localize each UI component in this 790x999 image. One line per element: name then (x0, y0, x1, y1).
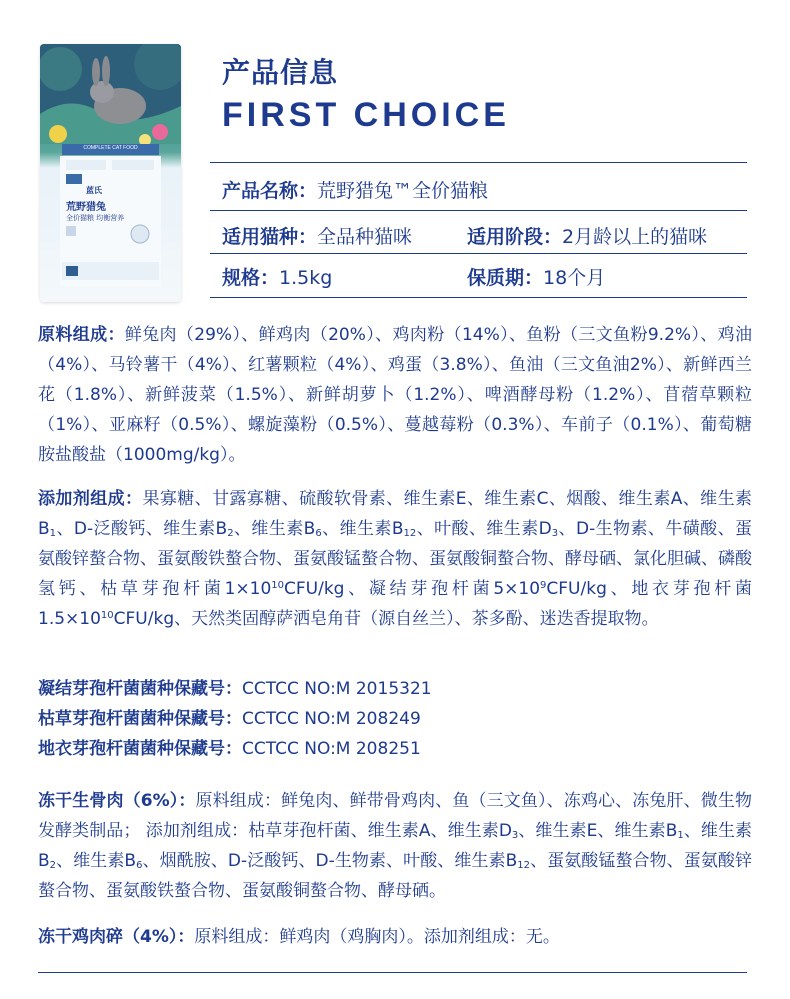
package-brand: 蓝氏 (86, 186, 102, 195)
info-value: 荒野猎兔™全价猫粮 (317, 180, 489, 202)
strain-value: CCTCC NO:M 2015321 (242, 679, 432, 699)
section-text: 、蛋氨酸锰螯合物、蛋氨酸锌螯合物、蛋氨酸铁螯合物、蛋氨酸铜螯合物、酵母硒。 (38, 851, 752, 901)
section-text: 、叶酸、维生素D (416, 519, 552, 539)
info-label: 产品名称： (222, 180, 318, 202)
info-value: 2月龄以上的猫咪 (562, 226, 708, 248)
subscript: 6 (315, 528, 322, 539)
superscript: 9 (540, 580, 547, 591)
info-breed (222, 222, 412, 249)
info-value: 1.5kg (279, 267, 333, 289)
section-text: 、D-泛酸钙、维生素B (56, 519, 228, 539)
info-product-name (222, 176, 488, 203)
package-illustration (40, 44, 181, 302)
freeze-dried-chicken-paragraph (38, 922, 752, 952)
page-title: 产品信息 (222, 56, 339, 89)
section-text: 原料组成：鲜鸡肉（鸡胸肉）。添加剂组成：无。 (194, 927, 560, 947)
package-product-name: 荒野猎兔 (66, 202, 106, 213)
section-text: 、D-生物素、牛磺酸、蛋氨酸锌螯合物、蛋氨酸铁螯合物、蛋氨酸锰螯合物、蛋氨酸铜螯合物、酵母硒、氯化胆碱、磷酸氢钙、枯草芽孢杆菌1×10 (38, 519, 753, 599)
subscript: 3 (511, 830, 519, 841)
section-text: CFU/kg、凝结芽孢杆菌5×10 (284, 579, 541, 599)
section-text: 、维生素E、维生素B (518, 821, 678, 841)
strain-label: 地衣芽孢杆菌菌种保藏号： (38, 739, 242, 759)
subscript: 12 (517, 860, 530, 871)
info-value: 18个月 (543, 267, 606, 289)
section-text: 鲜兔肉（29%）、鲜鸡肉（20%）、鸡肉粉（14%）、鱼粉（三文鱼粉9.2%）、鸡油（4%）、马铃薯干（4%）、红薯颗粒（4%）、鸡蛋（3.8%）、鱼油（三文鱼油2%）、新鲜西兰花（1.8%）、新鲜菠菜（1.5%）、新鲜胡萝卜（1.2%）、啤酒酵母粉（1.2%）、苜蓿草颗粒（1%）、亚麻籽（0.5%）、螺旋藻粉（0.5%）、蔓越莓粉（0.3%）、车前子（0.1%）、葡萄糖胺盐酸盐（1000mg/kg）。 (38, 325, 753, 465)
strain-value: CCTCC NO:M 208251 (242, 739, 421, 759)
subscript: 6 (136, 860, 143, 871)
info-stage (467, 222, 707, 249)
section-label: 冻干鸡肉碎（4%）： (38, 927, 195, 947)
subscript: 3 (551, 528, 559, 539)
section-text: 、维生素B (233, 519, 316, 539)
section-text: 、烟酰胺、D-泛酸钙、D-生物素、叶酸、维生素B (142, 851, 518, 871)
info-label: 保质期： (467, 267, 544, 289)
divider (210, 210, 747, 211)
superscript: 10 (271, 580, 285, 591)
package-label-top: COMPLETE CAT FOOD (83, 145, 138, 151)
ingredients-paragraph (38, 320, 752, 470)
subscript: 1 (49, 528, 57, 539)
section-text: CFU/kg、天然类固醇萨洒皂角苷（源自丝兰）、茶多酚、迷迭香提取物。 (113, 609, 659, 629)
info-label: 适用阶段： (467, 226, 563, 248)
section-text: 、维生素B (56, 851, 137, 871)
divider (210, 297, 747, 298)
section-label: 原料组成： (38, 325, 125, 345)
additives-paragraph (38, 484, 752, 634)
section-text: 果寡糖、甘露寡糖、硫酸软骨素、维生素E、维生素C、烟酸、维生素A、维生素B (38, 489, 752, 539)
divider (210, 162, 747, 163)
freeze-dried-bone-paragraph (38, 786, 752, 906)
info-label: 规格： (222, 267, 280, 289)
strain-row (38, 704, 752, 734)
info-spec (222, 263, 332, 290)
strain-list (38, 674, 752, 764)
subscript: 1 (677, 830, 684, 841)
info-label: 适用猫种： (222, 226, 318, 248)
info-value: 全品种猫咪 (317, 226, 413, 248)
info-shelf-life (467, 263, 605, 290)
superscript: 10 (100, 610, 114, 621)
strain-row (38, 734, 752, 764)
divider (210, 253, 747, 254)
strain-row (38, 674, 752, 704)
section-label: 添加剂组成： (38, 489, 143, 509)
strain-label: 凝结芽孢杆菌菌种保藏号： (38, 679, 242, 699)
section-label: 冻干生骨肉（6%）： (38, 791, 196, 811)
strain-label: 枯草芽孢杆菌菌种保藏号： (38, 709, 242, 729)
product-package-image (40, 44, 181, 302)
section-text: 原料组成：鲜兔肉、鲜带骨鸡肉、鱼（三文鱼）、冻鸡心、冻兔肝、微生物发酵类制品； 添加剂组成：枯草芽孢杆菌、维生素A、维生素D (38, 791, 752, 841)
subscript: 2 (49, 860, 57, 871)
subscript: 12 (403, 528, 417, 539)
strain-value: CCTCC NO:M 208249 (242, 709, 421, 729)
section-text: CFU/kg、地衣芽孢杆菌1.5×10 (38, 579, 752, 629)
page-subtitle: FIRST CHOICE (222, 96, 510, 134)
bottom-divider (38, 972, 747, 973)
section-text: 、维生素B (321, 519, 404, 539)
package-tagline: 全价猫粮 均衡营养 (66, 214, 125, 222)
section-text: 、维生素B (38, 821, 753, 871)
subscript: 2 (227, 528, 234, 539)
